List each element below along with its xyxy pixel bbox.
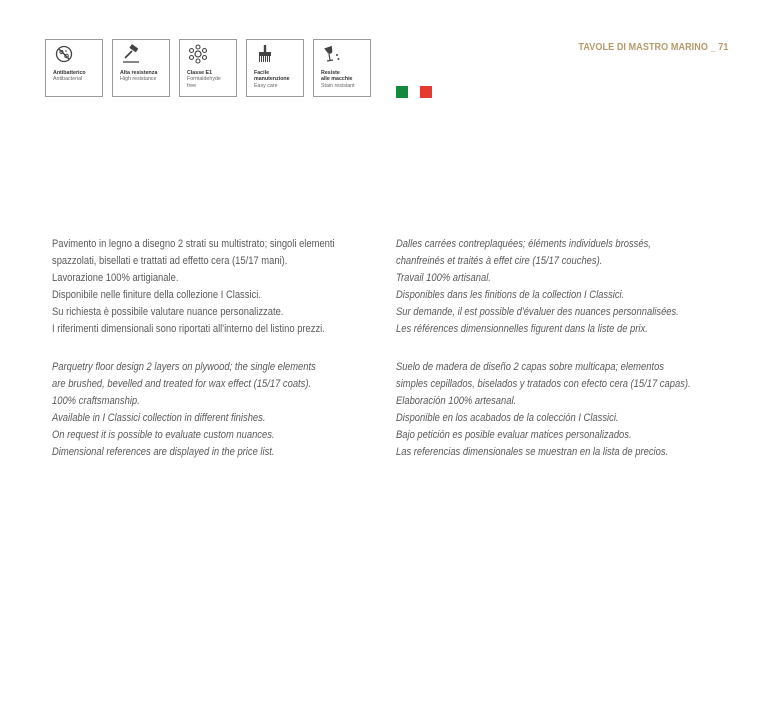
feature-label-en: Formaldehyde free bbox=[187, 76, 221, 89]
description-line: Disponible en los acabados de la colección I Classici. bbox=[396, 412, 619, 424]
feature-label-en: High resistance bbox=[120, 76, 157, 83]
description-line: Suelo de madera de diseño 2 capas sobre multicapa; elementos bbox=[396, 361, 664, 373]
description-line: 100% craftsmanship. bbox=[52, 395, 140, 407]
broom-icon bbox=[255, 44, 275, 64]
description-line: On request it is possible to evaluate custom nuances. bbox=[52, 429, 275, 441]
description-line: I riferimenti dimensionali sono riportati all'interno del listino prezzi. bbox=[52, 323, 325, 335]
feature-label-it: Classe E1 bbox=[187, 70, 213, 76]
feature-label-it: Antibatterico bbox=[53, 70, 86, 76]
feature-stain-resistant bbox=[313, 39, 371, 97]
hammer-icon bbox=[121, 44, 141, 64]
antibacterial-icon bbox=[54, 44, 74, 64]
feature-label-it: Alta resistenza bbox=[120, 70, 158, 76]
description-italian bbox=[52, 236, 335, 338]
description-line: Disponibile nelle finiture della collezione I Classici. bbox=[52, 289, 261, 301]
description-line: Las referencias dimensionales se muestran en la lista de precios. bbox=[396, 446, 669, 458]
page-title: TAVOLE DI MASTRO MARINO _ 71 bbox=[578, 41, 729, 53]
description-line: Les références dimensionnelles figurent dans la liste de prix. bbox=[396, 323, 648, 335]
description-line: Bajo petición es posible evaluar matices personalizados. bbox=[396, 429, 632, 441]
formaldehyde-molecule-icon bbox=[188, 44, 208, 64]
feature-label-it: Resiste alle macchie bbox=[321, 70, 353, 83]
italian-flag-red bbox=[420, 86, 432, 98]
description-english bbox=[52, 359, 316, 461]
feature-easy-care bbox=[246, 39, 304, 97]
description-line: Travail 100% artisanal. bbox=[396, 272, 491, 284]
description-line: Parquetry floor design 2 layers on plywood; the single elements bbox=[52, 361, 316, 373]
feature-label-en: Stain resistant bbox=[321, 82, 355, 89]
feature-icons-row bbox=[45, 39, 371, 97]
stain-glass-icon bbox=[322, 44, 342, 64]
description-french bbox=[396, 236, 679, 338]
feature-high-resistance bbox=[112, 39, 170, 97]
description-spanish bbox=[396, 359, 691, 461]
description-line: Disponibles dans les finitions de la collection I Classici. bbox=[396, 289, 625, 301]
description-line: chanfreinés et traités à effet cire (15/17 couches). bbox=[396, 255, 603, 267]
feature-label-it: Facile manutenzione bbox=[254, 70, 290, 83]
feature-label-en: Easy care bbox=[254, 82, 278, 89]
description-line: Elaboración 100% artesanal. bbox=[396, 395, 517, 407]
italian-flag-green bbox=[396, 86, 408, 98]
feature-antibacterial bbox=[45, 39, 103, 97]
description-line: Available in I Classici collection in different finishes. bbox=[52, 412, 266, 424]
description-line: spazzolati, bisellati e trattati ad effetto cera (15/17 mani). bbox=[52, 255, 288, 267]
description-line: Sur demande, il est possible d'évaluer des nuances personnalisées. bbox=[396, 306, 679, 318]
description-line: Lavorazione 100% artigianale. bbox=[52, 272, 179, 284]
feature-label-en: Antibacterial bbox=[53, 76, 83, 83]
description-line: Dalles carrées contreplaquées; éléments individuels brossés, bbox=[396, 238, 651, 250]
description-line: are brushed, bevelled and treated for wax effect (15/17 coats). bbox=[52, 378, 312, 390]
feature-class-e1 bbox=[179, 39, 237, 97]
description-line: simples cepillados, biselados y tratados con efecto cera (15/17 capas). bbox=[396, 378, 691, 390]
description-line: Dimensional references are displayed in the price list. bbox=[52, 446, 275, 458]
description-line: Pavimento in legno a disegno 2 strati su multistrato; singoli elementi bbox=[52, 238, 335, 250]
description-line: Su richiesta è possibile valutare nuance personalizzate. bbox=[52, 306, 284, 318]
